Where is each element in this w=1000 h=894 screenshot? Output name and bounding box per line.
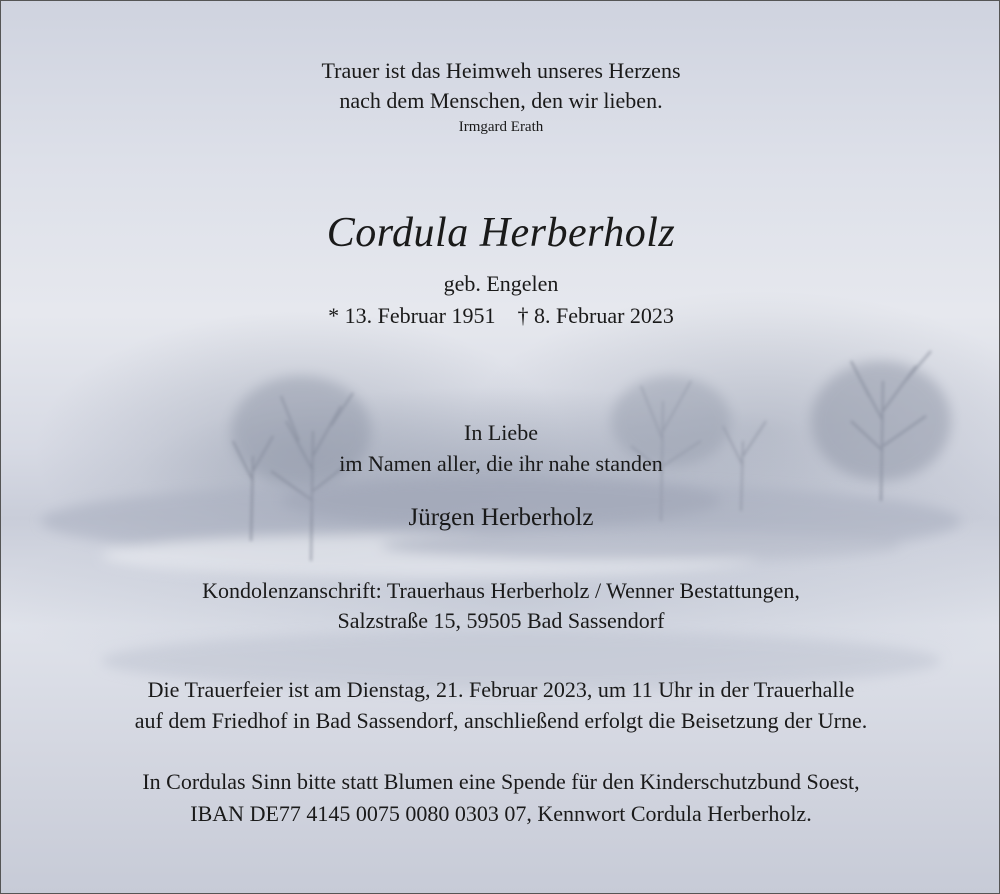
deceased-name: Cordula Herberholz xyxy=(326,210,676,256)
condolence-line-2: Salzstraße 15, 59505 Bad Sassendorf xyxy=(337,608,665,633)
donation-line-2: IBAN DE77 4145 0075 0080 0303 07, Kennwort Cordula Herberholz. xyxy=(190,801,812,826)
birth-date: * 13. Februar 1951 xyxy=(328,303,496,328)
death-date: † 8. Februar 2023 xyxy=(517,303,674,328)
mourners-line-1: In Liebe xyxy=(464,420,538,445)
survivor-name: Jürgen Herberholz xyxy=(408,504,594,531)
ceremony-line-2: auf dem Friedhof in Bad Sassendorf, anschließend erfolgt die Beisetzung der Urne. xyxy=(134,708,868,733)
quote-line-2: nach dem Menschen, den wir lieben. xyxy=(339,88,663,113)
mourners-line-2: im Namen aller, die ihr nahe standen xyxy=(339,451,663,476)
life-dates xyxy=(1,303,1000,329)
ceremony-line-1: Die Trauerfeier ist am Dienstag, 21. Februar 2023, um 11 Uhr in der Trauerhalle xyxy=(147,677,855,702)
quote-line-1: Trauer ist das Heimweh unseres Herzens xyxy=(321,58,681,83)
condolence-line-1: Kondolenzanschrift: Trauerhaus Herberholz / Wenner Bestattungen, xyxy=(202,578,800,603)
maiden-name: geb. Engelen xyxy=(443,271,559,296)
quote-author: Irmgard Erath xyxy=(458,119,544,135)
donation-line-1: In Cordulas Sinn bitte statt Blumen eine Spende für den Kinderschutzbund Soest, xyxy=(142,769,860,794)
notice-text xyxy=(1,1,1000,894)
